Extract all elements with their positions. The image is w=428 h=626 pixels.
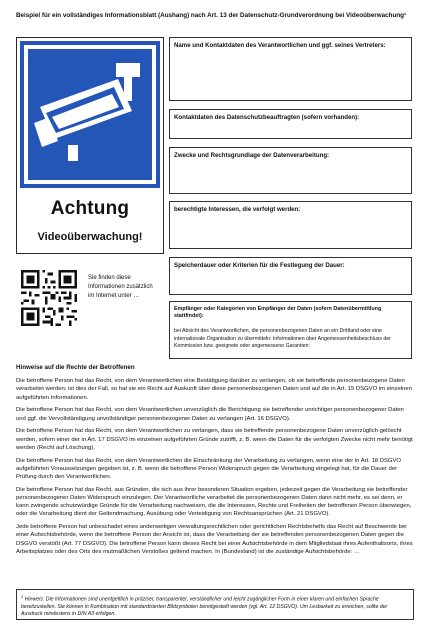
dpo-box[interactable] xyxy=(169,109,412,139)
purposes-label: Zwecke und Rechtsgrundlage der Datenverarbeitung: xyxy=(174,152,330,159)
storage-box[interactable] xyxy=(169,257,412,295)
sign-subheading: Videoüberwachung! xyxy=(37,231,143,243)
recipients-label: Empfänger oder Kategorien von Empfänger der Daten (sofern Datenübermittlung stattfindet): xyxy=(174,306,382,320)
storage-label: Speicherdauer oder Kriterien für die Festlegung der Dauer: xyxy=(174,262,345,269)
controller-box[interactable] xyxy=(169,37,412,101)
dpo-label: Kontaktdaten des Datenschutzbeauftragten (sofern vorhanden): xyxy=(174,114,360,121)
sign-heading: Achtung xyxy=(50,198,130,219)
interests-label: berechtigte Interessen, die verfolgt werden: xyxy=(174,206,301,213)
footnote-text: Hinweis: Die Informationen sind unentgeltlich in präziser, transparenter, verständlicher und leicht zugänglicher Form in einer klaren und einfachen Sprache bereitzustellen. Sie können in Kombination mit standardisierten Bildsymbolen bereitgestellt werden (vgl. Art. 12 DSGVO). Um Lesbarkeit zu erreichen, sollte der Ausdruck mindestens in DIN A3 erfolgen. xyxy=(21,596,388,618)
controller-label: Name und Kontaktdaten des Verantwortlichen und ggf. seines Vertreters: xyxy=(174,42,386,49)
right-objection-paragraph: Die betroffene Person hat das Recht, aus Gründen, die sich aus ihrer besonderen Situation ergeben, jederzeit gegen die Verarbeitung sie betreffender personenbezogener Daten Widerspruch einzulegen. Der Verantwortliche verarbeitet die personenbezogenen Daten dann nicht mehr, es sei denn, er kann zwingende schutzwürdige Gründe für die Verarbeitung nachweisen, die die Interessen, Rechte und Freiheiten der betroffenen Person überwiegen, oder die Verarbeitung dient der Geltendmachung, Ausübung oder Verteidigung von Rechtsansprüchen (Art. 21 DSGVO). xyxy=(16,486,412,518)
rights-section xyxy=(16,364,414,561)
purposes-box[interactable] xyxy=(169,147,412,194)
right-complaint-paragraph: Jede betroffene Person hat unbeschadet eines anderweitigen verwaltungsrechtlichen oder gerichtlichen Rechtsbehelfs das Recht auf Beschwerde bei einer Aufsichtsbehörde, wenn die betroffene Person der Ansicht ist, dass die Verarbeitung der sie betreffenden personenbezogenen Daten gegen die DSGVO verstößt (Art. 77 DSGVO). Die betroffene Person kann dieses Recht bei einer Aufsichtsbehörde in dem Mitgliedstaat ihres Aufenthaltsorts, ihres Arbeitsplatzes oder des Orts des mutmaßlichen Verstoßes geltend machen. In (Bundesland) ist die zuständige Aufsichtsbehörde: … xyxy=(16,524,413,555)
right-access-paragraph: Die betroffene Person hat das Recht, von dem Verantwortlichen eine Bestätigung darüber zu verlangen, ob sie betreffende personenbezogene Daten verarbeitet werden; ist dies der Fall, so hat sie ein Recht auf Auskunft über diese personenbezogenen Daten und auf die in Art. 15 DSGVO im einzelnen aufgeführten Informationen. xyxy=(16,378,412,401)
footnote-marker: 1 xyxy=(21,594,24,599)
interests-box[interactable] xyxy=(169,201,412,249)
page-title: Beispiel für ein vollständiges Informationsblatt (Aushang) nach Art. 13 der Datenschutz-Grundverordnung bei Videoüberwachung¹ xyxy=(16,12,407,19)
rights-heading: Hinweise auf die Rechte der Betroffenen xyxy=(16,364,135,371)
right-restriction-paragraph: Die betroffene Person hat das Recht, von dem Verantwortlichen die Einschränkung der Verarbeitung zu verlangen, wenn eine der in Art. 18 DSGVO aufgeführten Voraussetzungen gegeben ist, z. B. wenn die betroffene Person Widerspruch gegen die Verarbeitung eingelegt hat, für die Dauer der Prüfung durch den Verantwortlichen. xyxy=(16,457,401,481)
qr-code-icon xyxy=(21,270,77,326)
sign-pictogram xyxy=(20,41,160,188)
footnote-box xyxy=(16,589,414,620)
camera-icon xyxy=(20,41,160,188)
right-rectification-paragraph: Die betroffene Person hat das Recht, von dem Verantwortlichen unverzüglich die Berichtigung sie betreffender unrichtiger personenbezogener Daten und ggf. die Vervollständigung unvollständiger personenbezogener Daten zu verlangen (Art. 16 DSGVO). xyxy=(16,407,404,422)
right-erasure-paragraph: Die betroffene Person hat das Recht, von dem Verantwortlichen zu verlangen, dass sie betreffende personenbezogene Daten unverzüglich gelöscht werden, sofern einer der in Art. 17 DSGVO im einzelnen aufgeführten Gründe zutrifft, z. B. wenn die Daten für die verfolgten Zwecke nicht mehr benötigt werden (Recht auf Löschung). xyxy=(16,428,413,451)
qr-note: Sie finden diese Informationen zusätzlich im Internet unter … xyxy=(88,275,153,299)
third-country-note: bei Absicht des Verantwortlichen, die personenbezogenen Daten an ein Drittland oder eine internationale Organisation zu übermitteln: Informationen über Angemessenheitsbeschluss der Kommission bzw. geeignete oder angemessene Garantien: xyxy=(174,328,391,350)
recipients-box[interactable] xyxy=(169,301,412,359)
warning-sign xyxy=(16,37,164,254)
